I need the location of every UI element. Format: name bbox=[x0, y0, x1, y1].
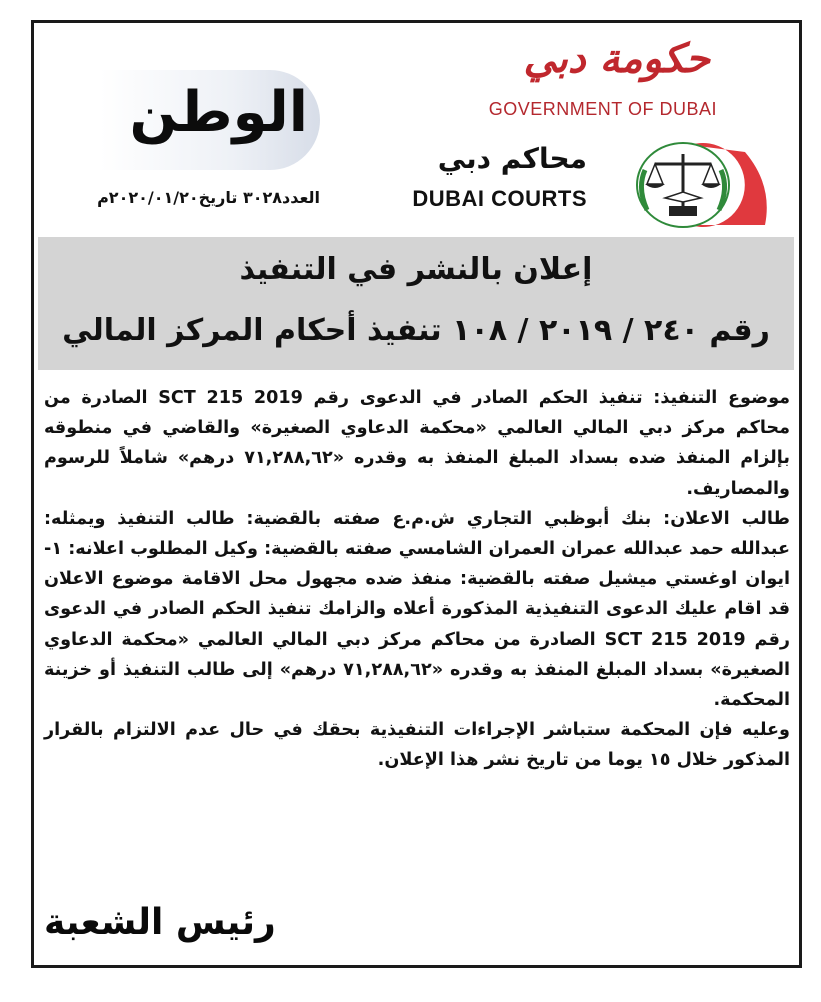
notice-title-band bbox=[38, 237, 794, 370]
scales-of-justice-icon bbox=[595, 140, 775, 230]
newspaper-name: الوطن bbox=[129, 80, 308, 145]
issue-date-line: العدد٣٠٢٨ تاريخ٢٠٢٠/٠١/٢٠م bbox=[97, 188, 320, 207]
newspaper-logo bbox=[100, 70, 320, 170]
courts-name-english: DUBAI COURTS bbox=[412, 186, 587, 211]
signature-title: رئيس الشعبة bbox=[44, 902, 276, 943]
notice-title: إعلان بالنشر في التنفيذ bbox=[239, 252, 593, 287]
newspaper-masthead bbox=[40, 70, 320, 240]
courts-name-arabic: محاكم دبي bbox=[437, 142, 587, 175]
government-of-dubai-logo bbox=[455, 35, 725, 130]
government-name-english: GOVERNMENT OF DUBAI bbox=[488, 99, 717, 119]
notice-parties-paragraph: طالب الاعلان: بنك أبوظبي التجاري ش.م.ع صفته بالقضية: طالب التنفيذ ويمثله: عبدالله حمد عبدالله عمران العمران الشامسي صفته بالقضية: وكيل المطلوب اعلانه: ١- ايوان اوغستي ميشيل صفته بالقضية: منفذ ضده مجهول محل الاقامة موضوع الاعلان قد اقام عليك الدعوى التنفيذية المذكورة أعلاه والزامك تنفيذ الحكم الصادر في الدعوى رقم SCT 215 2019 الصادرة من محاكم مركز دبي المالي العالمي «محكمة الدعاوي الصغيرة» بسداد المبلغ المنفذ به وقدره «٧١,٢٨٨,٦٢ درهم» إلى طالب التنفيذ أو خزينة المحكمة. bbox=[44, 508, 791, 711]
dubai-courts-logo bbox=[395, 140, 795, 230]
court-action-paragraph: وعليه فإن المحكمة ستباشر الإجراءات التنفيذية بحقك في حال عدم الالتزام بالقرار المذكور خلال ١٥ يوما من تاريخ نشر هذا الإعلان. bbox=[44, 720, 790, 771]
execution-subject-paragraph: موضوع التنفيذ: تنفيذ الحكم الصادر في الدعوى رقم SCT 215 2019 الصادرة من محاكم مركز دبي المالي العالمي «محكمة الدعاوي الصغيرة» والقاضي في منطوقه بإلزام المنفذ ضده بسداد المبلغ المنفذ به وقدره «٧١,٢٨٨,٦٢ درهم» شاملاً للرسوم والمصاريف. bbox=[44, 388, 790, 499]
case-number: رقم ٢٤٠ / ٢٠١٩ / ١٠٨ تنفيذ أحكام المركز المالي bbox=[62, 313, 770, 348]
notice-body bbox=[44, 383, 790, 776]
government-name-arabic: حكومة دبي bbox=[523, 35, 710, 82]
